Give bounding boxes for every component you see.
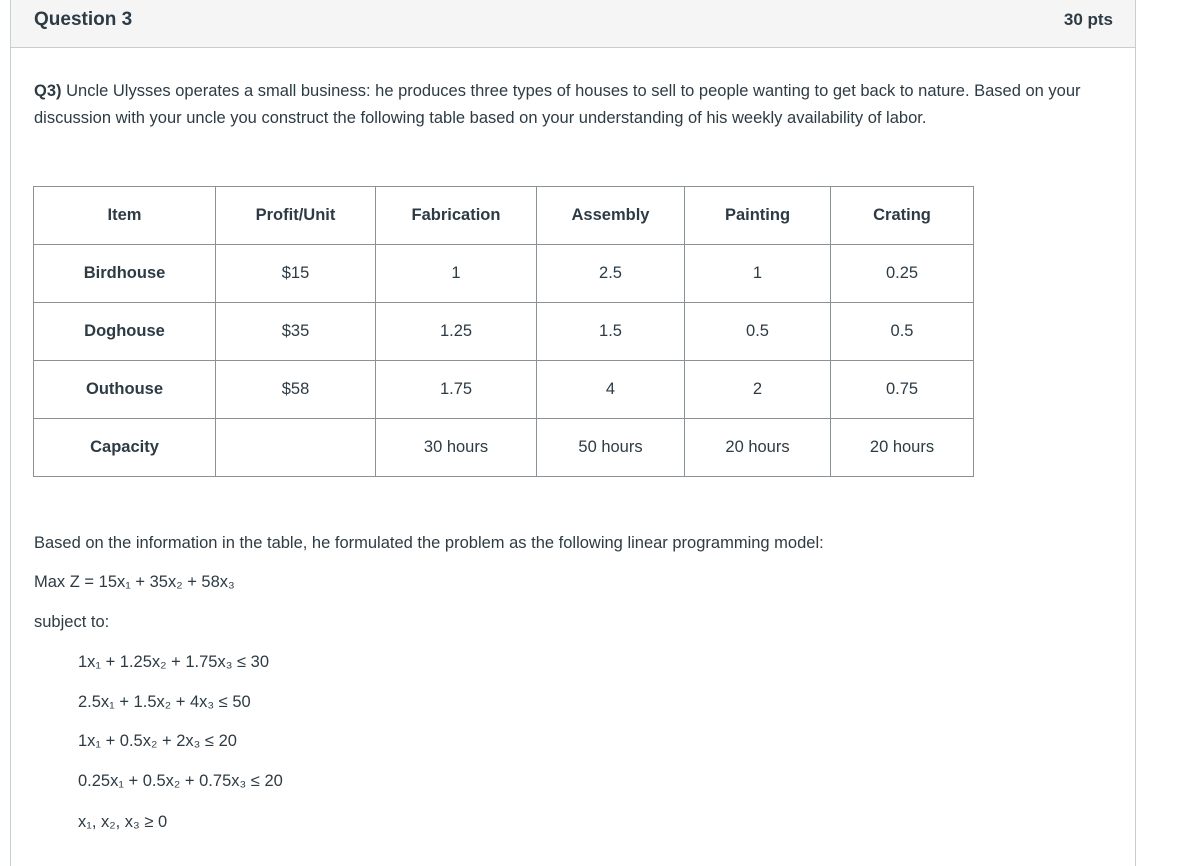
- table-cell: [216, 419, 376, 477]
- constraint: 0.25x₁ + 0.5x₂ + 0.75x₃ ≤ 20: [78, 772, 283, 790]
- table-cell: 2.5: [537, 245, 685, 303]
- table-cell: 4: [537, 361, 685, 419]
- table-cell: 1.25: [376, 303, 537, 361]
- table-cell: 0.75: [831, 361, 974, 419]
- table-cell: 50 hours: [537, 419, 685, 477]
- table-header: Painting: [685, 187, 831, 245]
- table-row: [34, 361, 974, 419]
- table-cell: Outhouse: [34, 361, 216, 419]
- table-cell: Birdhouse: [34, 245, 216, 303]
- table-header: Assembly: [537, 187, 685, 245]
- table-row: [34, 303, 974, 361]
- question-card: [10, 0, 1136, 866]
- table-header: Fabrication: [376, 187, 537, 245]
- subject-to-label: subject to:: [34, 613, 110, 631]
- labor-table: [33, 186, 974, 477]
- table-cell: $58: [216, 361, 376, 419]
- table-cell: 30 hours: [376, 419, 537, 477]
- table-cell: 20 hours: [685, 419, 831, 477]
- table-header-row: [34, 187, 974, 245]
- table-cell: 20 hours: [831, 419, 974, 477]
- constraint: 1x₁ + 1.25x₂ + 1.75x₃ ≤ 30: [78, 653, 270, 671]
- constraint: 2.5x₁ + 1.5x₂ + 4x₃ ≤ 50: [78, 693, 251, 711]
- constraint: 1x₁ + 0.5x₂ + 2x₃ ≤ 20: [78, 732, 237, 750]
- table-cell: 1: [685, 245, 831, 303]
- table-cell: 2: [685, 361, 831, 419]
- table-cell: 1.5: [537, 303, 685, 361]
- table-cell: Doghouse: [34, 303, 216, 361]
- constraint: x₁, x₂, x₃ ≥ 0: [78, 813, 168, 831]
- model-intro-text: Based on the information in the table, he formulated the problem as the following linear programming model:: [34, 534, 824, 552]
- table-cell: 1.75: [376, 361, 537, 419]
- table-row: [34, 419, 974, 477]
- table-header: Crating: [831, 187, 974, 245]
- table-cell: 1: [376, 245, 537, 303]
- table-cell: $15: [216, 245, 376, 303]
- question-body: Uncle Ulysses operates a small business: he produces three types of houses to sell to people wanting to get back to nature. Based on your discussion with your uncle you construct the following table based on your understanding of his weekly availability of labor.: [34, 82, 1081, 127]
- table-cell: 0.5: [831, 303, 974, 361]
- question-label: Q3): [34, 82, 62, 100]
- objective-function: Max Z = 15x₁ + 35x₂ + 58x₃: [34, 573, 235, 591]
- table-row: [34, 245, 974, 303]
- table-cell: 0.25: [831, 245, 974, 303]
- table-header: Profit/Unit: [216, 187, 376, 245]
- question-text: [34, 78, 1114, 132]
- table-cell: $35: [216, 303, 376, 361]
- question-points: 30 pts: [1063, 10, 1113, 29]
- table-cell: Capacity: [34, 419, 216, 477]
- table-cell: 0.5: [685, 303, 831, 361]
- question-title: Question 3: [34, 9, 133, 30]
- question-header: [11, 0, 1135, 48]
- table-header: Item: [34, 187, 216, 245]
